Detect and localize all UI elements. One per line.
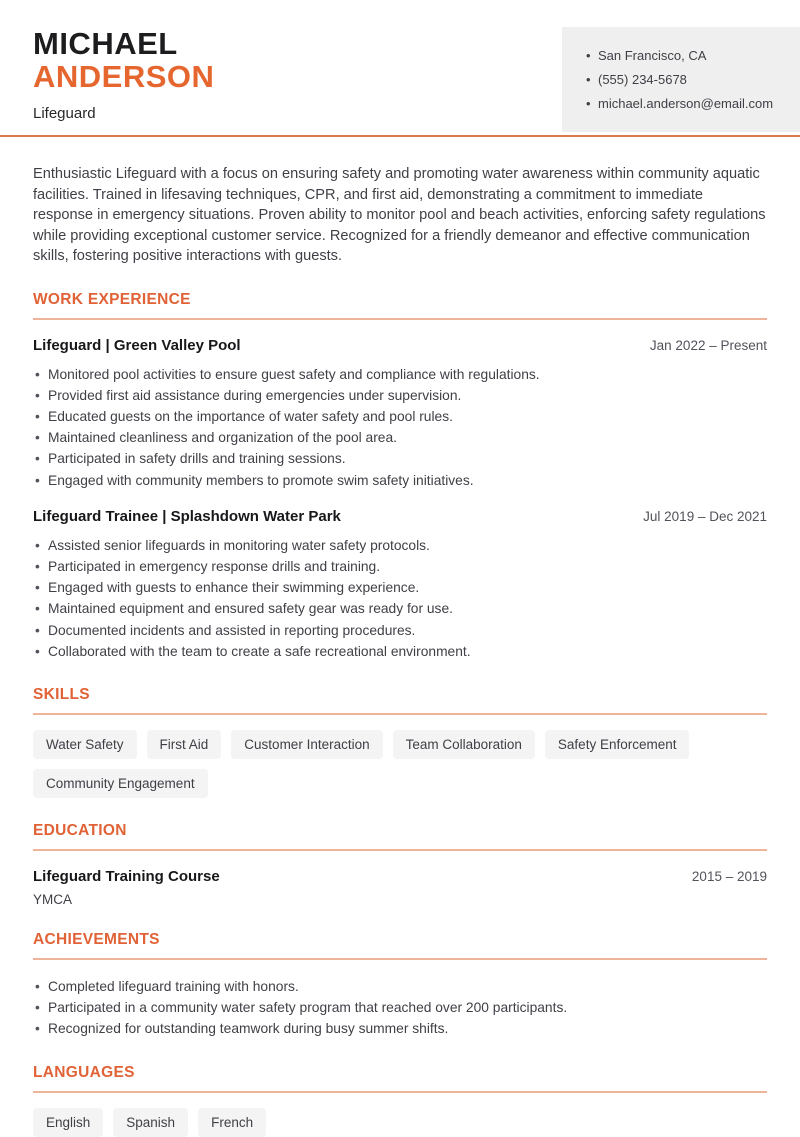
- header-divider: [0, 135, 800, 137]
- contact-list: [586, 48, 786, 111]
- job-title: Lifeguard: [33, 105, 96, 122]
- last-name: ANDERSON: [33, 59, 215, 94]
- skill-tag: Safety Enforcement: [545, 730, 690, 759]
- school-name: YMCA: [33, 891, 73, 907]
- contact-card: [562, 27, 800, 132]
- resume-content: [0, 164, 800, 1137]
- bullet-item: • Maintained cleanliness and organization of the pool area.: [33, 427, 767, 448]
- bullet-item: • Educated guests on the importance of water safety and pool rules.: [33, 406, 767, 427]
- bullet-item: • Participated in a community water safety program that reached over 200 participants.: [33, 997, 767, 1018]
- language-tag: French: [198, 1108, 266, 1137]
- bullet-item: • Documented incidents and assisted in reporting procedures.: [33, 620, 767, 641]
- bullet-item: • Recognized for outstanding teamwork during busy summer shifts.: [33, 1018, 767, 1039]
- job-bullet-list: [33, 535, 767, 662]
- achievements-heading: ACHIEVEMENTS: [33, 931, 767, 960]
- languages-heading: LANGUAGES: [33, 1064, 767, 1093]
- job-dates: Jul 2019 – Dec 2021: [643, 508, 767, 524]
- contact-item-email: • michael.anderson@email.com: [586, 96, 786, 111]
- bullet-item: • Monitored pool activities to ensure guest safety and compliance with regulations.: [33, 364, 767, 385]
- education-entry: [33, 868, 767, 907]
- resume-header: [0, 0, 800, 122]
- job-entry: [33, 337, 767, 491]
- degree-title: Lifeguard Training Course: [33, 867, 220, 885]
- achievements-list: [33, 976, 767, 1040]
- skill-tag: Community Engagement: [33, 769, 208, 798]
- work-experience-heading: WORK EXPERIENCE: [33, 291, 767, 320]
- education-entry-header: [33, 868, 767, 885]
- bullet-item: • Engaged with guests to enhance their swimming experience.: [33, 577, 767, 598]
- bullet-item: • Maintained equipment and ensured safety gear was ready for use.: [33, 598, 767, 619]
- languages-tag-list: [33, 1108, 767, 1137]
- skills-heading: SKILLS: [33, 686, 767, 715]
- job-entry-header: [33, 337, 767, 354]
- job-bullet-list: [33, 364, 767, 491]
- job-dates: Jan 2022 – Present: [649, 337, 767, 353]
- job-title-text: Lifeguard Trainee | Splashdown Water Park: [33, 507, 341, 525]
- job-title-text: Lifeguard | Green Valley Pool: [33, 336, 241, 354]
- section-work-experience: [33, 291, 767, 662]
- education-dates: 2015 – 2019: [691, 868, 767, 884]
- bullet-item: • Engaged with community members to promote swim safety initiatives.: [33, 470, 767, 491]
- education-heading: EDUCATION: [33, 822, 767, 851]
- section-education: [33, 822, 767, 907]
- contact-item-location: • San Francisco, CA: [586, 48, 786, 63]
- section-languages: [33, 1064, 767, 1137]
- section-skills: [33, 686, 767, 798]
- skills-tag-list: [33, 730, 767, 798]
- language-tag: Spanish: [113, 1108, 188, 1137]
- contact-item-phone: • (555) 234-5678: [586, 72, 786, 87]
- job-entry: [33, 508, 767, 662]
- job-entry-header: [33, 508, 767, 525]
- skill-tag: Team Collaboration: [393, 730, 535, 759]
- summary-text: Enthusiastic Lifeguard with a focus on ensuring safety and promoting water awareness within community aquatic facilities. Trained in lifesaving techniques, CPR, and first aid, demonstrating a commitment to immediate response in emergency situations. Proven ability to monitor pool and beach activities, enforcing safety regulations while providing exceptional customer service. Recognized for a friendly demeanor and effective communication skills, fostering positive interactions with guests.: [33, 166, 766, 264]
- skill-tag: First Aid: [147, 730, 222, 759]
- skill-tag: Water Safety: [33, 730, 137, 759]
- language-tag: English: [33, 1108, 103, 1137]
- bullet-item: • Completed lifeguard training with honors.: [33, 976, 767, 997]
- skill-tag: Customer Interaction: [231, 730, 382, 759]
- bullet-item: • Assisted senior lifeguards in monitoring water safety protocols.: [33, 535, 767, 556]
- bullet-item: • Participated in emergency response drills and training.: [33, 556, 767, 577]
- first-name: MICHAEL: [33, 26, 178, 61]
- bullet-item: • Participated in safety drills and training sessions.: [33, 448, 767, 469]
- section-achievements: [33, 931, 767, 1040]
- bullet-item: • Provided first aid assistance during emergencies under supervision.: [33, 385, 767, 406]
- bullet-item: • Collaborated with the team to create a safe recreational environment.: [33, 641, 767, 662]
